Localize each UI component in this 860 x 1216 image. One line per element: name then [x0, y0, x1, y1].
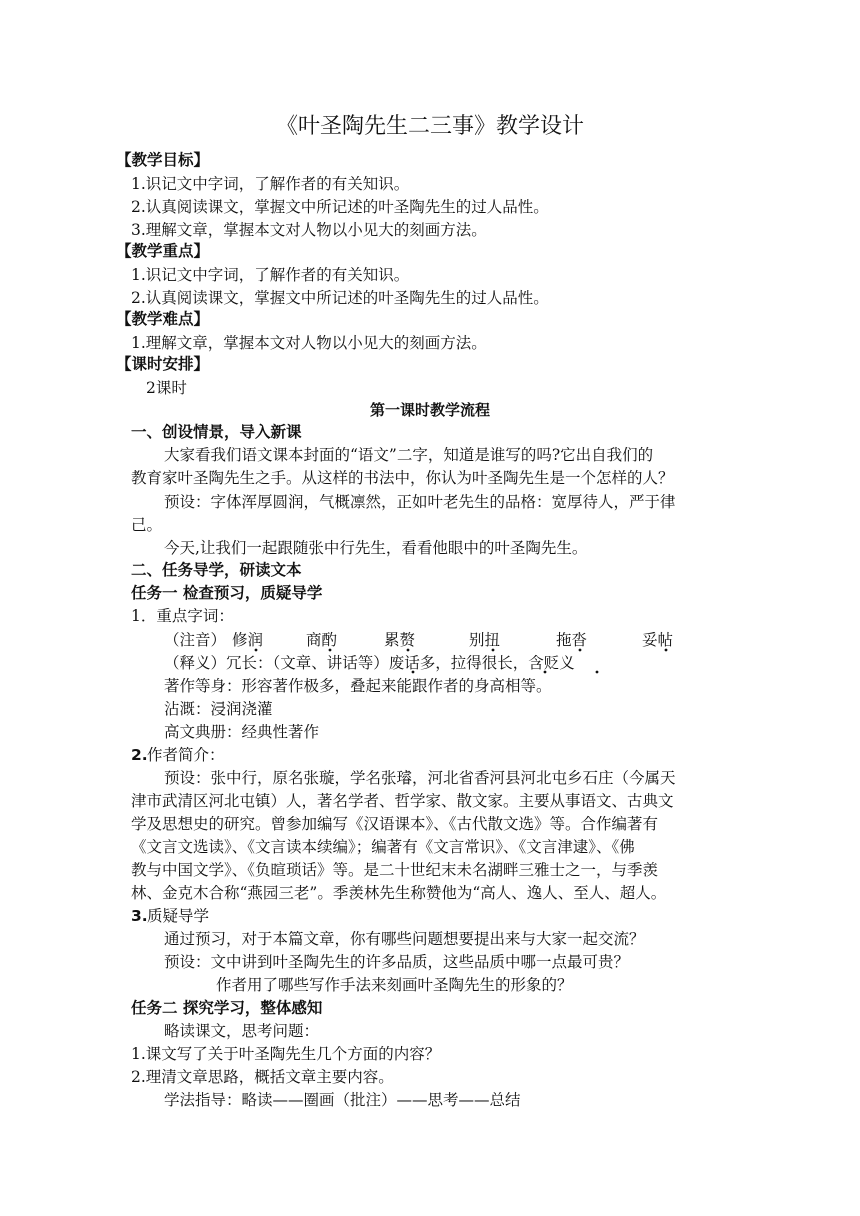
text-line: 1.理解文章，掌握本文对人物以小见大的刻画方法。 — [131, 334, 487, 352]
text-line: 林、金克木合称“燕园三老”。季羡林先生称赞他为“高人、逸人、至人、超人。 — [131, 884, 667, 902]
text-line: 今天,让我们一起跟随张中行先生，看看他眼中的叶圣陶先生。 — [164, 539, 588, 557]
text-line: （释义）冗长：（文章、讲话等）废话多，拉得很长，含贬义 — [164, 654, 575, 672]
text-line: 预设：张中行，原名张璇，学名张璿，河北省香河县河北屯乡石庄（今属天 — [164, 769, 676, 787]
heading-difficulty: 【教学难点】 — [116, 310, 210, 328]
text-line: 津市武清区河北屯镇）人，著名学者、哲学家、散文家。主要从事语文、古典文 — [131, 792, 674, 810]
heading-task-guide: 二、任务导学，研读文本 — [131, 561, 302, 579]
text-line: 1.识记文中字词，了解作者的有关知识。 — [131, 266, 410, 284]
text-line: 2.认真阅读课文，掌握文中所记述的叶圣陶先生的过人品性。 — [131, 289, 549, 307]
text-line: 学法指导：略读——圈画（批注）——思考——总结 — [164, 1091, 521, 1109]
text-line: 沾溉：浸润浇灌 — [164, 700, 273, 718]
text-line: 略读课文，思考问题： — [164, 1022, 320, 1040]
text-line: 质疑导学 — [147, 907, 210, 925]
text-line: 教与中国文学》、《负暄琐话》等。是二十世纪末未名湖畔三雅士之一，与季羡 — [131, 861, 659, 879]
heading-schedule: 【课时安排】 — [116, 355, 210, 373]
text-line: 作者用了哪些写作手法来刻画叶圣陶先生的形象的？ — [216, 976, 573, 994]
text-line: 1．重点字词： — [131, 607, 234, 625]
text-line: 2.认真阅读课文，掌握文中所记述的叶圣陶先生的过人品性。 — [131, 198, 549, 216]
heading-task-one: 任务一 检查预习，质疑导学 — [131, 584, 323, 602]
heading-focus: 【教学重点】 — [116, 242, 210, 260]
text-line: 学及思想史的研究。曾参加编写《汉语课本》、《古代散文选》等。合作编著有 — [131, 815, 659, 833]
text-line: 预设：文中讲到叶圣陶先生的许多品质，这些品质中哪一点最可贵？ — [164, 953, 630, 971]
vocab-word: 拖沓 — [556, 631, 588, 649]
item-number: 3. — [131, 907, 148, 925]
text-line: 教育家叶圣陶先生之手。从这样的书法中，你认为叶圣陶先生是一个怎样的人？ — [131, 469, 674, 487]
vocab-word: 修润 — [232, 631, 264, 649]
section-title: 第一课时教学流程 — [369, 401, 490, 419]
text-line: 预设：字体浑厚圆润，气概凛然，正如叶老先生的品格：宽厚待人，严于律 — [164, 493, 676, 511]
item-number: 2. — [131, 746, 148, 764]
text-line: 己。 — [131, 516, 163, 534]
heading-intro: 一、创设情景，导入新课 — [131, 423, 302, 441]
vocab-word: 商酌 — [306, 631, 338, 649]
document-title: 《叶圣陶先生二三事》教学设计 — [275, 114, 584, 139]
text-line: 2课时 — [146, 379, 187, 397]
heading-task-two: 任务二 探究学习，整体感知 — [131, 999, 323, 1017]
text-line: 通过预习，对于本篇文章，你有哪些问题想要提出来与大家一起交流？ — [164, 930, 645, 948]
text-line: 3.理解文章，掌握本文对人物以小见大的刻画方法。 — [131, 221, 487, 239]
vocab-word: 妥帖 — [642, 631, 674, 649]
text-line: 大家看我们语文课本封面的“语文”二字，知道是谁写的吗?它出自我们的 — [164, 446, 654, 464]
text-line: 高文典册：经典性著作 — [164, 723, 320, 741]
text-line: 《文言文选读》、《文言读本续编》；编著有《文言常识》、《文言津逮》、《佛 — [131, 838, 635, 856]
text-line: 作者简介： — [147, 746, 225, 764]
text-line: 2.理清文章思路，概括文章主要内容。 — [131, 1068, 394, 1086]
text-line: 1.课文写了关于叶圣陶先生几个方面的内容？ — [131, 1045, 441, 1063]
vocab-word: 累赘 — [384, 631, 416, 649]
heading-goals: 【教学目标】 — [116, 151, 210, 169]
text-line: 著作等身：形容著作极多，叠起来能跟作者的身高相等。 — [164, 677, 552, 695]
vocab-word: 别扭 — [469, 631, 501, 649]
pinyin-label: （注音） — [164, 631, 227, 649]
text-line: 1.识记文中字词，了解作者的有关知识。 — [131, 175, 410, 193]
